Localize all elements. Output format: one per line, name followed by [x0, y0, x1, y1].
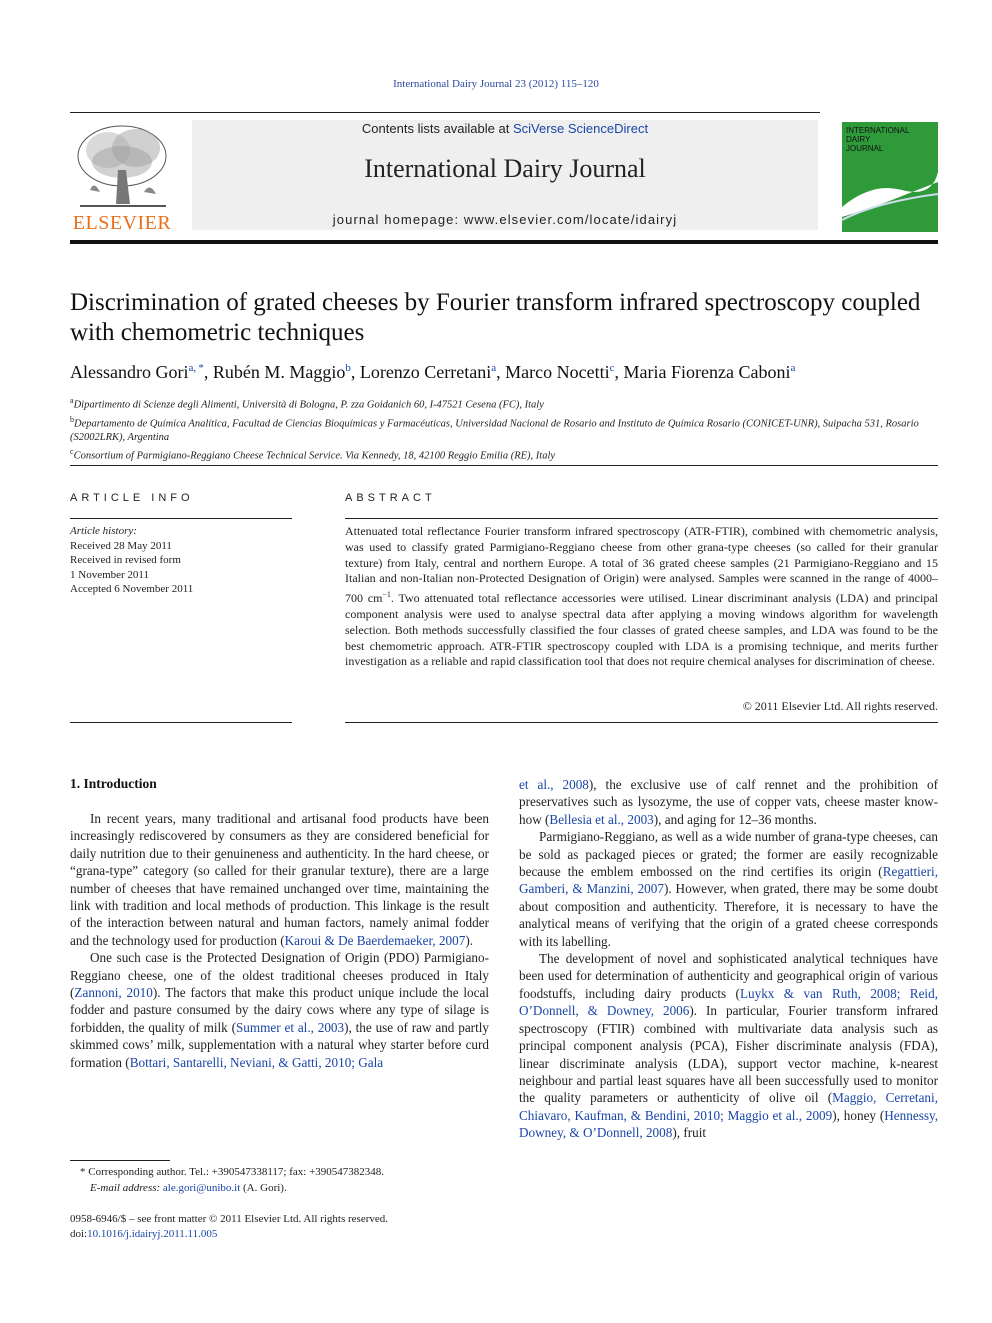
left-column [70, 810, 489, 1071]
tree-icon [70, 120, 174, 212]
corresponding-author-footnote [70, 1165, 490, 1196]
divider [345, 722, 938, 723]
paragraph [70, 810, 489, 949]
cover-wave-icon [842, 112, 938, 232]
affiliation-sup: a [70, 396, 74, 405]
paragraph [70, 949, 489, 1071]
reference-link[interactable]: Summer et al., 2003 [235, 1019, 345, 1035]
abstract-text [345, 524, 938, 670]
reference-link[interactable]: Bellesia et al., 2003 [549, 811, 654, 827]
reference-link[interactable]: Karoui & De Baerdemaeker, 2007 [284, 932, 466, 948]
journal-title: International Dairy Journal [364, 154, 646, 183]
publisher-name: ELSEVIER [72, 212, 172, 234]
doi-link[interactable]: 10.1016/j.idairyj.2011.11.005 [87, 1228, 218, 1240]
footnote-line [70, 1181, 490, 1197]
abstract-copyright: © 2011 Elsevier Ltd. All rights reserved. [742, 699, 938, 713]
author-affil-sup[interactable]: a [790, 362, 796, 374]
journal-citation[interactable]: International Dairy Journal 23 (2012) 115–120 [393, 78, 599, 90]
footnote-line [70, 1165, 490, 1181]
history-label: Article history: [70, 525, 137, 537]
doi-label: doi: [70, 1228, 88, 1240]
text: ). [465, 932, 474, 948]
affiliation-text: Departamento de Química Analítica, Facultad de Ciencias Bioquímicas y Farmacéuticas, Universidad Nacional de Rosario and Instituto de Química Rosario (CONICET-UNR), Suipacha 531, Rosario (S2002LRK), Argentina [70, 418, 919, 443]
history-item: 1 November 2011 [70, 568, 150, 581]
text: ). The factors that make this product unique include the local fodder and pasture consumed by the dairy cows where any type of silage is forbidden, the quality of milk ( [70, 985, 490, 1035]
affiliation [70, 394, 938, 413]
affiliation-sup: b [70, 414, 74, 424]
divider [345, 518, 938, 519]
email-suffix: (A. Gori). [240, 1181, 287, 1194]
divider [70, 518, 292, 519]
issn-line: 0958-6946/$ – see front matter © 2011 Elsevier Ltd. All rights reserved. [70, 1213, 389, 1225]
affiliation-sup: c [70, 447, 74, 456]
affiliation-text: Dipartimento di Scienze degli Alimenti, Università di Bologna, P. zza Goidanich 60, I-47521 Cesena (FC), Italy [73, 399, 544, 411]
author-name: Alessandro Gori [70, 362, 189, 382]
homepage-prefix: journal homepage: [332, 212, 464, 227]
divider [70, 722, 292, 723]
header-thick-rule [70, 240, 938, 244]
reference-link[interactable]: Regattieri, Gamberi, & Manzini, 2007 [519, 864, 938, 897]
sciverse-link[interactable]: SciVerse ScienceDirect [512, 121, 649, 136]
journal-homepage [192, 212, 818, 227]
doi-line [70, 1227, 510, 1242]
cover-title: INTERNATIONAL DAIRY JOURNAL [846, 126, 910, 153]
header-rule [70, 112, 820, 113]
author-name: Rubén M. Maggio [212, 362, 346, 382]
paragraph [519, 828, 938, 950]
author-list: Alessandro Gori$^{a, *}$, Rubén M. Maggio$^b$, Lorenzo Cerretani$^a$, Marco Nocetti$^c$, Maria Fiorenza Caboni$^a$ [70, 362, 796, 382]
history-item: Accepted 6 November 2011 [70, 583, 194, 595]
contents-line [192, 121, 818, 136]
divider [70, 465, 938, 466]
footnote-mark: * [80, 1166, 89, 1178]
email-label: E-mail address: [90, 1181, 163, 1194]
contents-prefix: Contents lists available at [361, 121, 513, 136]
text: ), and aging for 12–36 months. [653, 811, 817, 827]
elsevier-logo [70, 120, 174, 238]
affiliation [70, 445, 938, 464]
reference-link[interactable]: et al., 2008 [519, 777, 589, 792]
footnote-rule [70, 1160, 170, 1161]
reference-link[interactable]: Bottari, Santarelli, Neviani, & Gatti, 2010; Gala [129, 1054, 384, 1070]
footnote-text: Corresponding author. Tel.: +390547338117; fax: +390547382348. [88, 1166, 385, 1178]
paragraph [519, 950, 938, 1141]
text: ). However, when grated, there may be some doubt about composition and authenticity. Therefore, it is necessary to have the analytical means of verifying that the origin of a grated cheese corresponds with its labelling. [519, 881, 939, 949]
journal-cover-image [842, 112, 938, 232]
affiliation-text: Consortium of Parmigiano-Reggiano Cheese Technical Service. Via Kennedy, 18, 42100 Reggio Emilia (RE), Italy [73, 450, 556, 462]
author-name: Maria Fiorenza Caboni [623, 362, 791, 382]
email-link[interactable]: ale.gori@unibo.it [162, 1181, 241, 1194]
author-affil-sup[interactable]: a, * [188, 362, 204, 374]
issn-doi-block [70, 1212, 510, 1242]
reference-link[interactable]: Hennessy, Downey, & O’Donnell, 2008 [519, 1107, 938, 1141]
text: The development of novel and sophisticated analytical techniques have been used for determination of authenticity and geographical origin of various foodstuffs, including dairy products ( [519, 951, 938, 1001]
author-affil-sup[interactable]: c [609, 362, 615, 374]
reference-link[interactable]: Luykx & van Ruth, 2008; Reid, O’Donnell, & Downey, 2006 [519, 985, 938, 1019]
text: ). In particular, Fourier transform infrared spectroscopy (FTIR) combined with multivariate data analysis such as principal component analysis (PCA), Fisher discriminate analysis (FDA), linear discriminate analysis (LDA), support vector machine, k-nearest neighbour and partial least squares have all been successfully used to monitor the quality parameters or authenticity of olive oil ( [519, 1003, 938, 1106]
homepage-link[interactable]: www.elsevier.com/locate/idairyj [463, 212, 678, 227]
text: One such case is the Protected Designation of Origin (PDO) Parmigiano-Reggiano cheese, one of the oldest traditional cheeses produced in Italy ( [70, 950, 489, 1001]
text: ), honey ( [832, 1107, 885, 1123]
affiliation [70, 413, 938, 446]
abstract-sup: −1 [382, 590, 391, 600]
abstract-part: Attenuated total reflectance Fourier transform infrared spectroscopy (ATR-FTIR), combined with chemometric analysis, was used to classify grated Parmigiano-Reggiano cheese from other grana-type cheeses (so called for their granular texture) from Italy, central and northern Europe. A total of 36 grated cheese samples (21 Parmigiano-Reggiano and 15 Italian and non-Italian non-Protected Designation of Origin) were analysed. Samples were scanned in the range of 4000–700 cm [345, 524, 938, 606]
article-history [70, 524, 292, 597]
history-item: Received in revised form [70, 554, 181, 566]
reference-link[interactable]: Maggio, Cerretani, Chiavaro, Kaufman, & Bendini, 2010; Maggio et al., 2009 [519, 1090, 938, 1123]
text: Parmigiano-Reggiano, as well as a wide number of grana-type cheeses, can be sold as packaged pieces or grated; the former are easily recognizable because the emblem embossed on the rind certifies its origin ( [519, 829, 938, 880]
right-column [519, 776, 938, 1142]
paragraph [519, 776, 938, 828]
text: In recent years, many traditional and artisanal food products have been increasingly rediscovered by consumers as they are considered beneficial for daily nutrition due to their genuineness and authenticity. In the hard cheese, or “grana-type” category (so called for their granular texture), there are a large number of cheeses that have remained unchanged over time, maintaining the link with tradition and local methods of production. This linkage is the result of the interaction between natural and human factors, namely animal fodder and the technology used for production ( [70, 811, 489, 948]
abstract-heading: ABSTRACT [345, 492, 436, 504]
affiliation-list [70, 394, 938, 464]
article-title: Discrimination of grated cheeses by Fourier transform infrared spectroscopy coupled with chemometric techniques [70, 289, 921, 346]
author-name: Marco Nocetti [505, 362, 610, 382]
author-affil-sup[interactable]: b [345, 362, 351, 374]
text: ), fruit [672, 1125, 707, 1141]
reference-link[interactable]: Zannoni, 2010 [74, 985, 153, 1001]
section-heading-introduction: 1. Introduction [70, 776, 157, 791]
history-item: Received 28 May 2011 [70, 539, 172, 552]
abstract-part: . Two attenuated total reflectance accessories were utilised. Linear discriminant analysis (LDA) and principal component analysis were used to analyse spectral data after applying a moving windows algorithm for wavelength selection. Both methods successfully classified the four classes of grated cheese samples, and LDA was found to be the best chemometric approach. ATR-FTIR spectroscopy coupled with LDA is a promising technique, and merits further investigation as a reliable and rapid classification tool that does not require chemical analyses for discrimination of cheese. [345, 591, 938, 669]
author-name: Lorenzo Cerretani [359, 362, 492, 382]
text: ), the use of raw and partly skimmed cows’ milk, supplementation with a natural whey starter before curd formation ( [70, 1019, 489, 1070]
author-affil-sup[interactable]: a [491, 362, 497, 374]
journal-banner [192, 120, 818, 230]
text: ), the exclusive use of calf rennet and the prohibition of preservatives such as lysozyme, the use of copper vats, cheese master know-how ( [519, 777, 938, 827]
article-info-heading: ARTICLE INFO [70, 492, 194, 504]
